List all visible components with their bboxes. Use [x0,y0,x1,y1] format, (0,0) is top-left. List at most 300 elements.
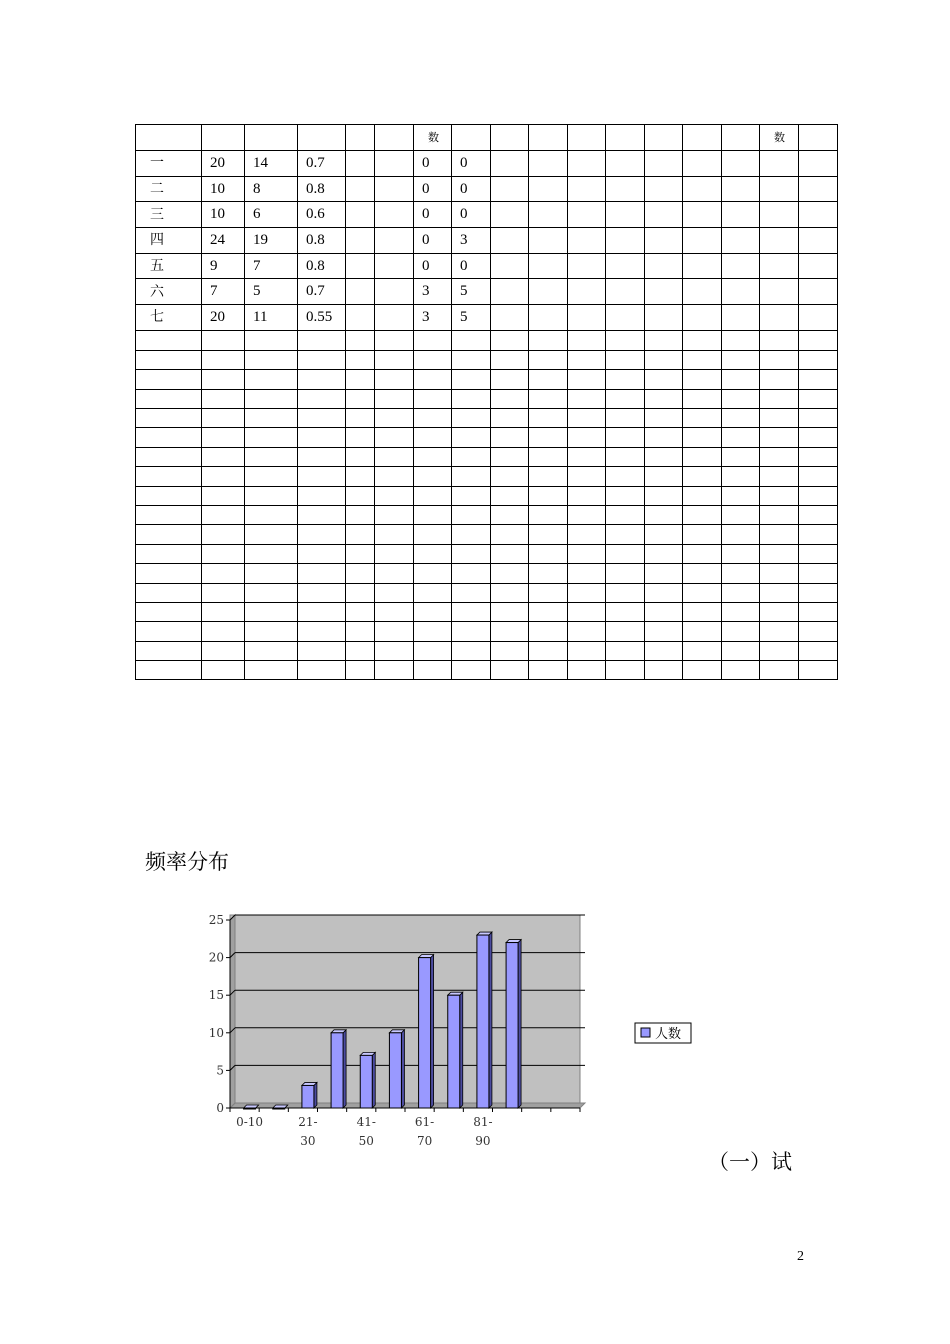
table-cell [202,408,245,427]
table-cell [136,622,202,641]
table-cell [491,330,529,350]
table-cell [683,305,722,331]
table-cell [722,305,760,331]
legend-swatch [641,1028,650,1037]
table-cell [760,525,799,544]
table-cell [645,661,683,680]
table-cell [722,408,760,427]
table-cell [683,370,722,389]
table-cell [722,151,760,177]
table-cell [568,564,606,583]
table-cell [645,525,683,544]
table-cell [683,176,722,202]
table-cell [606,505,645,524]
bar [389,1033,401,1108]
table-cell [568,622,606,641]
table-cell [136,428,202,447]
table-cell [529,505,568,524]
table-cell [375,447,414,466]
table-cell [346,583,375,602]
table-cell: 0 [452,202,491,228]
y-tick-label: 25 [208,913,224,927]
table-row [136,151,838,177]
table-cell [346,408,375,427]
table-cell [375,467,414,486]
empty-table-row [136,370,838,389]
table-cell [136,467,202,486]
header-cell [491,125,529,151]
table-cell [529,661,568,680]
table-cell [760,370,799,389]
table-cell [452,544,491,563]
legend-label: 人数 [655,1027,682,1042]
table-cell [683,525,722,544]
table-cell [414,389,452,408]
table-cell [202,370,245,389]
empty-table-row [136,428,838,447]
table-cell [645,641,683,660]
table-cell [645,151,683,177]
table-cell [606,408,645,427]
table-cell [245,467,298,486]
table-cell [491,583,529,602]
header-cell [452,125,491,151]
table-cell [346,350,375,369]
row-label-cell: 六 [136,279,202,305]
table-cell [683,505,722,524]
header-cell [375,125,414,151]
table-cell [136,330,202,350]
table-cell [346,389,375,408]
table-cell [346,428,375,447]
table-cell [346,544,375,563]
x-tick-label: 50 [358,1134,374,1148]
table-cell [606,428,645,447]
table-cell [491,176,529,202]
bar [477,935,489,1108]
y-tick-label: 0 [216,1101,224,1115]
empty-table-row [136,389,838,408]
table-cell [799,389,838,408]
table-cell [245,622,298,641]
bar [360,1055,372,1108]
table-cell [760,622,799,641]
table-cell [529,350,568,369]
table-cell [645,279,683,305]
table-cell [452,428,491,447]
table-cell [568,583,606,602]
table-cell: 0 [414,176,452,202]
table-cell [298,661,346,680]
table-cell [760,583,799,602]
table-cell [298,428,346,447]
empty-table-row [136,350,838,369]
table-cell [606,151,645,177]
table-cell [760,641,799,660]
table-cell [414,602,452,621]
table-cell: 5 [452,279,491,305]
table-cell [136,389,202,408]
table-cell [452,330,491,350]
table-cell [606,583,645,602]
table-cell [245,525,298,544]
table-cell [491,408,529,427]
table-cell: 0 [452,253,491,279]
empty-table-row [136,447,838,466]
table-cell [202,350,245,369]
bar [331,1033,343,1108]
x-tick-label: 30 [300,1134,316,1148]
table-cell [683,544,722,563]
table-cell: 0.7 [298,151,346,177]
y-tick-label: 10 [208,1025,224,1040]
table-cell [136,544,202,563]
table-cell [645,408,683,427]
table-cell [375,602,414,621]
table-cell [568,389,606,408]
table-cell [568,641,606,660]
empty-table-row [136,622,838,641]
table-cell [645,350,683,369]
table-cell [799,467,838,486]
table-cell [452,467,491,486]
y-tick-label: 5 [216,1063,224,1078]
table-cell: 7 [202,279,245,305]
header-cell [799,125,838,151]
table-cell: 9 [202,253,245,279]
table-cell [606,202,645,228]
table-cell [799,279,838,305]
table-cell: 3 [414,279,452,305]
section-title: 频率分布 [145,850,229,874]
table-cell [491,505,529,524]
row-label-cell: 三 [136,202,202,228]
table-cell [722,202,760,228]
header-cell [683,125,722,151]
table-cell [298,408,346,427]
table-cell [136,447,202,466]
row-label-cell: 一 [136,151,202,177]
table-cell [683,602,722,621]
table-cell [760,564,799,583]
table-cell [529,622,568,641]
table-cell [452,370,491,389]
table-cell [136,370,202,389]
table-cell [346,151,375,177]
table-cell [760,228,799,254]
table-cell [568,350,606,369]
table-cell [452,350,491,369]
table-cell [568,279,606,305]
table-row [136,176,838,202]
table-cell [375,428,414,447]
table-cell [136,602,202,621]
table-cell [298,622,346,641]
table-cell [683,151,722,177]
table-cell [683,279,722,305]
table-cell: 6 [245,202,298,228]
table-row [136,228,838,254]
table-cell [346,467,375,486]
table-cell [760,330,799,350]
table-cell [568,305,606,331]
table-cell [375,525,414,544]
table-cell [645,505,683,524]
table-cell [346,505,375,524]
table-cell [722,228,760,254]
table-cell [202,544,245,563]
table-cell [799,486,838,505]
table-cell [414,641,452,660]
table-cell: 0 [452,151,491,177]
table-cell [799,370,838,389]
header-cell: 数 [760,125,799,151]
table-cell [606,305,645,331]
table-cell [760,350,799,369]
y-tick-label: 20 [208,950,224,965]
table-cell [529,544,568,563]
table-cell [136,641,202,660]
table-cell [799,564,838,583]
table-cell [606,253,645,279]
table-cell: 0 [414,228,452,254]
table-cell [491,467,529,486]
header-cell [645,125,683,151]
frequency-chart [190,905,750,1165]
table-cell: 20 [202,305,245,331]
table-cell [245,661,298,680]
table-cell [606,564,645,583]
table-cell [491,428,529,447]
table-cell [760,447,799,466]
table-cell [760,505,799,524]
table-cell [136,564,202,583]
table-cell [375,151,414,177]
table-cell: 10 [202,202,245,228]
table-cell [645,370,683,389]
empty-table-row [136,661,838,680]
table-cell [760,202,799,228]
table-cell [799,544,838,563]
table-cell [529,641,568,660]
table-cell [683,641,722,660]
table-cell [202,641,245,660]
table-cell [452,525,491,544]
table-cell [645,253,683,279]
table-cell [529,525,568,544]
table-cell [346,330,375,350]
score-table [135,124,838,680]
plot-side-wall [230,915,235,1108]
table-cell [529,253,568,279]
table-cell [414,661,452,680]
header-cell [606,125,645,151]
table-cell [760,279,799,305]
table-cell [452,408,491,427]
bar [419,958,431,1108]
table-cell [760,253,799,279]
table-cell [568,151,606,177]
table-cell [414,564,452,583]
table-cell [202,622,245,641]
table-cell [568,467,606,486]
table-cell [414,622,452,641]
table-cell [375,544,414,563]
table-cell [799,602,838,621]
table-cell [568,447,606,466]
table-cell [298,505,346,524]
table-cell [568,330,606,350]
table-cell [722,447,760,466]
table-cell [375,279,414,305]
table-cell [375,350,414,369]
table-cell [606,279,645,305]
table-cell: 0 [414,202,452,228]
table-cell [346,602,375,621]
table-cell: 7 [245,253,298,279]
table-cell [491,350,529,369]
table-cell [491,525,529,544]
table-cell [683,408,722,427]
header-cell [245,125,298,151]
x-tick-label: 21- [298,1115,318,1129]
table-cell [645,447,683,466]
table-cell [645,330,683,350]
table-cell [298,564,346,583]
table-cell [529,202,568,228]
table-cell [245,428,298,447]
bar [244,1108,256,1109]
table-cell [298,486,346,505]
table-cell [799,330,838,350]
table-cell [799,525,838,544]
table-cell [491,279,529,305]
table-cell [606,330,645,350]
table-cell [202,661,245,680]
table-cell [799,228,838,254]
table-cell [346,622,375,641]
table-cell [491,661,529,680]
table-cell [346,305,375,331]
table-cell [683,330,722,350]
table-cell [491,486,529,505]
table-cell [136,408,202,427]
table-cell [452,505,491,524]
table-cell [568,408,606,427]
table-cell [491,305,529,331]
table-cell [529,583,568,602]
table-cell [529,330,568,350]
table-row [136,279,838,305]
table-cell [722,176,760,202]
table-cell [683,253,722,279]
table-cell [375,661,414,680]
table-cell [645,564,683,583]
table-cell [202,525,245,544]
table-cell [568,253,606,279]
table-cell [606,641,645,660]
table-cell [414,525,452,544]
table-cell [722,544,760,563]
table-row [136,202,838,228]
empty-table-row [136,467,838,486]
table-cell [606,176,645,202]
x-tick-label: 70 [416,1134,433,1148]
table-cell [760,544,799,563]
bar [302,1085,314,1108]
table-cell [529,408,568,427]
table-cell [491,447,529,466]
table-cell: 0 [414,151,452,177]
table-cell [568,661,606,680]
table-cell [799,622,838,641]
table-cell [683,228,722,254]
table-cell [202,330,245,350]
table-cell [375,370,414,389]
bar [506,943,518,1108]
table-cell: 10 [202,176,245,202]
table-header-row [136,125,838,151]
table-cell [683,350,722,369]
table-cell [136,486,202,505]
table-cell [529,370,568,389]
table-cell [683,564,722,583]
table-cell [760,486,799,505]
table-cell [452,564,491,583]
table-cell: 5 [245,279,298,305]
table-cell [799,583,838,602]
header-cell [298,125,346,151]
table-cell: 0 [414,253,452,279]
table-cell [529,151,568,177]
table-cell: 0.7 [298,279,346,305]
table-cell [683,583,722,602]
table-cell [452,602,491,621]
table-cell [202,467,245,486]
table-cell: 19 [245,228,298,254]
table-cell [298,525,346,544]
table-cell: 20 [202,151,245,177]
row-label-cell: 二 [136,176,202,202]
x-tick-label: 81- [473,1115,493,1129]
table-cell [491,253,529,279]
table-cell [799,176,838,202]
table-cell [375,641,414,660]
table-cell [529,602,568,621]
table-cell [346,525,375,544]
table-cell: 5 [452,305,491,331]
table-cell [529,176,568,202]
header-cell [529,125,568,151]
table-cell [799,505,838,524]
table-cell [683,622,722,641]
table-cell [245,564,298,583]
table-cell [375,564,414,583]
table-cell [245,602,298,621]
row-label-cell: 五 [136,253,202,279]
table-cell [414,370,452,389]
chart-svg [190,905,750,1165]
table-cell [245,505,298,524]
table-cell [568,486,606,505]
table-cell [491,370,529,389]
empty-table-row [136,408,838,427]
table-cell: 0.8 [298,176,346,202]
table-cell [346,370,375,389]
table-cell [645,228,683,254]
table-cell [202,389,245,408]
table-cell [606,389,645,408]
